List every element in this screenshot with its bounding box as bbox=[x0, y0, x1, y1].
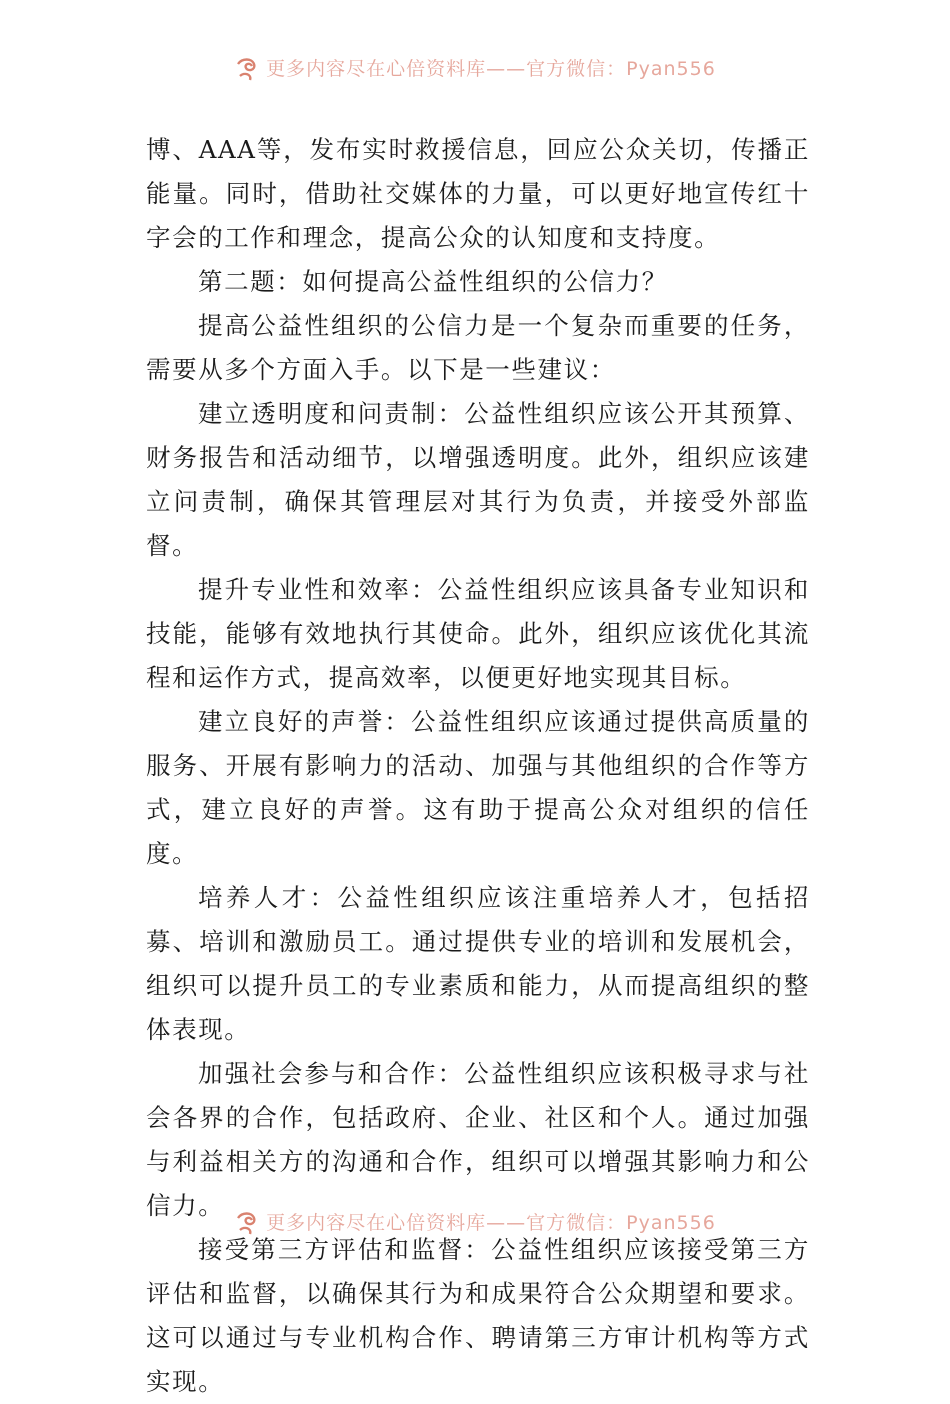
paragraph-intro: 提高公益性组织的公信力是一个复杂而重要的任务，需要从多个方面入手。以下是一些建议： bbox=[146, 311, 810, 384]
watermark-text: 更多内容尽在心倍资料库——官方微信：Pyan556 bbox=[266, 1211, 716, 1234]
header-watermark bbox=[0, 54, 950, 84]
watermark-logo-icon bbox=[234, 1210, 260, 1236]
paragraph-continued: 博、AAA等，发布实时救援信息，回应公众关切，传播正能量。同时，借助社交媒体的力量，可以更好地宣传红十字会的工作和理念，提高公众的认知度和支持度。 bbox=[146, 135, 810, 252]
paragraph-reputation: 建立良好的声誉：公益性组织应该通过提供高质量的服务、开展有影响力的活动、加强与其他组织的合作等方式，建立良好的声誉。这有助于提高公众对组织的信任度。 bbox=[146, 707, 810, 868]
question-heading: 第二题：如何提高公益性组织的公信力？ bbox=[198, 267, 668, 296]
footer-watermark bbox=[0, 1208, 950, 1238]
watermark-logo-icon bbox=[234, 56, 260, 82]
watermark-text: 更多内容尽在心倍资料库——官方微信：Pyan556 bbox=[266, 57, 716, 80]
paragraph-professionalism: 提升专业性和效率：公益性组织应该具备专业知识和技能，能够有效地执行其使命。此外，组织应该优化其流程和运作方式，提高效率，以便更好地实现其目标。 bbox=[146, 575, 810, 692]
paragraph-cooperation: 加强社会参与和合作：公益性组织应该积极寻求与社会各界的合作，包括政府、企业、社区和个人。通过加强与利益相关方的沟通和合作，组织可以增强其影响力和公信力。 bbox=[146, 1059, 810, 1220]
paragraph-talent: 培养人才：公益性组织应该注重培养人才，包括招募、培训和激励员工。通过提供专业的培训和发展机会，组织可以提升员工的专业素质和能力，从而提高组织的整体表现。 bbox=[146, 883, 810, 1044]
paragraph-third-party: 接受第三方评估和监督：公益性组织应该接受第三方评估和监督，以确保其行为和成果符合公众期望和要求。这可以通过与专业机构合作、聘请第三方审计机构等方式实现。 bbox=[146, 1235, 810, 1396]
paragraph-transparency: 建立透明度和问责制：公益性组织应该公开其预算、财务报告和活动细节，以增强透明度。此外，组织应该建立问责制，确保其管理层对其行为负责，并接受外部监督。 bbox=[146, 399, 810, 560]
